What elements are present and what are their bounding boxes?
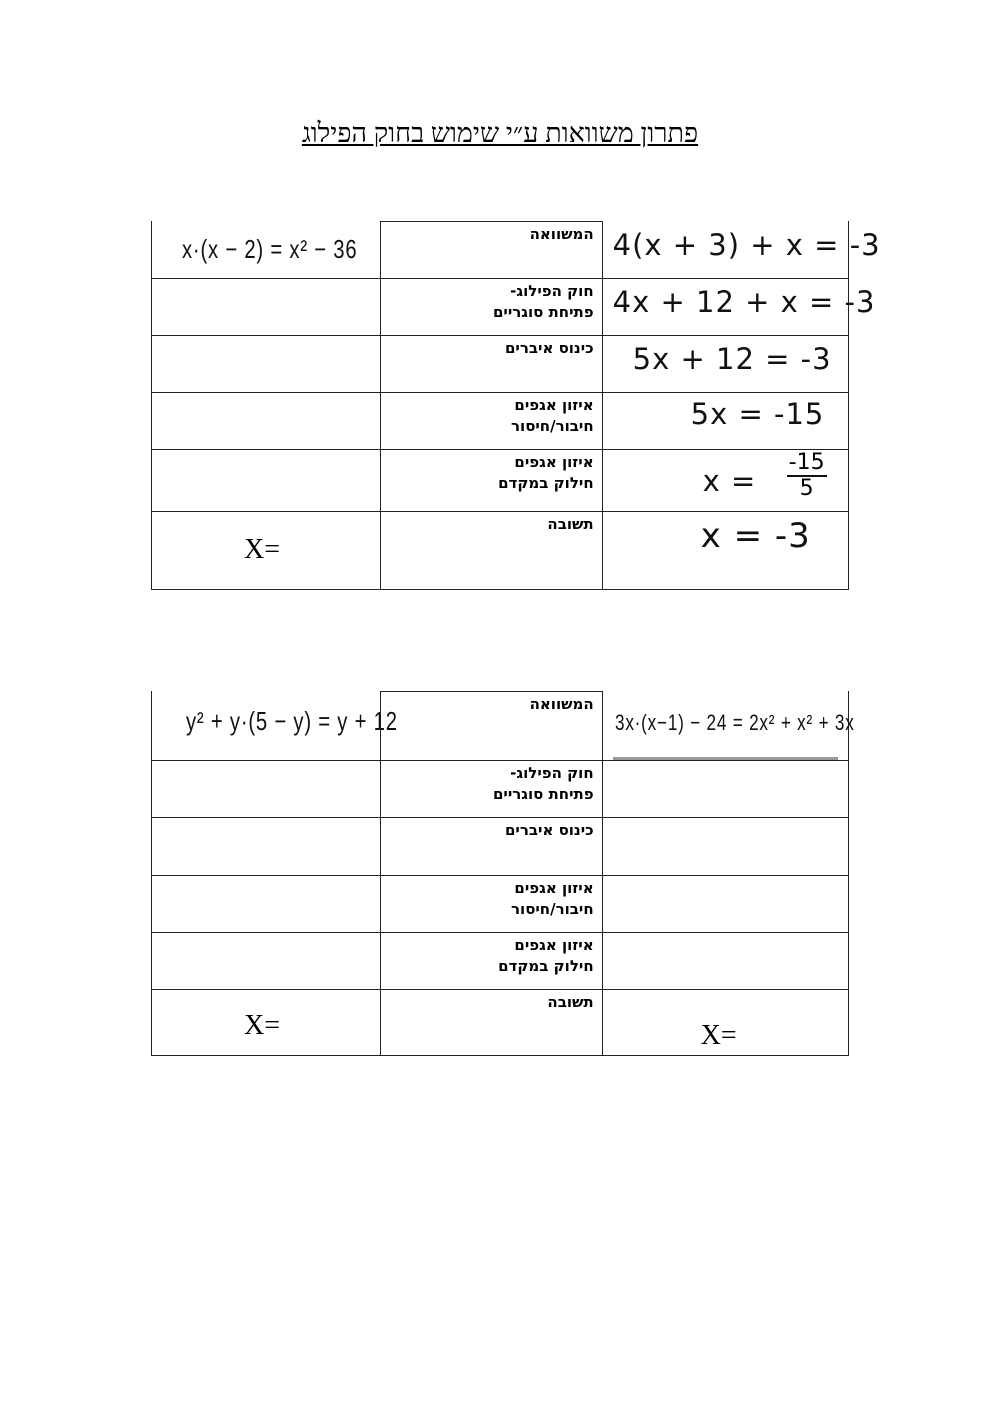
answer-input-cell[interactable] bbox=[602, 761, 848, 818]
label-distribute-1: חוק הפילוג- bbox=[510, 282, 594, 300]
label-balance-add-1: איזון אגפים bbox=[514, 879, 594, 897]
label-answer: תשובה bbox=[547, 515, 594, 533]
example-cell bbox=[602, 393, 848, 450]
answer-input-cell[interactable] bbox=[152, 876, 381, 933]
row-label-cell bbox=[381, 876, 602, 933]
row-label-cell bbox=[381, 933, 602, 990]
label-balance-add-1: איזון אגפים bbox=[514, 396, 594, 414]
table-row bbox=[152, 818, 849, 876]
exercise-equation: x·(x − 2) = x² − 36 bbox=[182, 234, 358, 264]
table-row bbox=[152, 336, 849, 393]
label-equation: המשוואה bbox=[529, 225, 594, 243]
answer-input-cell[interactable] bbox=[602, 818, 848, 876]
answer-input-cell[interactable] bbox=[152, 450, 381, 512]
table-row bbox=[152, 933, 849, 990]
fraction-numerator: -15 bbox=[788, 450, 825, 475]
exercise-equation: y² + y·(5 − y) = y + 12 bbox=[186, 706, 398, 736]
row-label-cell bbox=[381, 990, 602, 1056]
table-row bbox=[152, 876, 849, 933]
row-label-cell bbox=[381, 818, 602, 876]
fraction bbox=[787, 452, 827, 500]
row-label-cell bbox=[381, 336, 602, 393]
label-equation: המשוואה bbox=[529, 695, 594, 713]
example-cell bbox=[602, 222, 881, 279]
table-row bbox=[152, 393, 849, 450]
fraction-lhs: x = bbox=[702, 464, 757, 498]
table-row bbox=[152, 761, 849, 818]
example-equation: 3x·(x−1) − 24 = 2x² + x² + 3x bbox=[614, 710, 855, 735]
label-balance-add-2: חיבור/חיסור bbox=[511, 900, 594, 918]
example-cell bbox=[602, 692, 855, 761]
answer-input-cell[interactable] bbox=[152, 393, 381, 450]
row-label-cell bbox=[381, 393, 602, 450]
row-label-cell bbox=[381, 761, 602, 818]
table-row bbox=[152, 990, 849, 1056]
table-row bbox=[152, 279, 849, 336]
example-step: 4x + 12 + x = -3 bbox=[612, 285, 876, 319]
example-step: 5x = -15 bbox=[690, 397, 825, 431]
fraction-denominator: 5 bbox=[799, 476, 814, 501]
answer-input-cell[interactable] bbox=[152, 933, 381, 990]
answer-input-cell[interactable] bbox=[152, 818, 381, 876]
answer-prefix: X= bbox=[244, 534, 281, 565]
label-balance-div-1: איזון אגפים bbox=[514, 936, 594, 954]
example-answer: x = -3 bbox=[700, 516, 811, 556]
answer-prefix: X= bbox=[244, 1010, 281, 1041]
table-row bbox=[152, 450, 849, 512]
label-collect: כינוס איברים bbox=[504, 339, 594, 357]
label-distribute-1: חוק הפילוג- bbox=[510, 764, 594, 782]
label-balance-div-1: איזון אגפים bbox=[514, 453, 594, 471]
label-collect: כינוס איברים bbox=[504, 821, 594, 839]
example-cell bbox=[602, 512, 848, 590]
answer-input-cell[interactable] bbox=[152, 279, 381, 336]
page-title: פתרון משוואות ע״י שימוש בחוק הפילוג bbox=[301, 118, 699, 148]
label-distribute-2: פתיחת סוגריים bbox=[492, 303, 594, 321]
example-cell bbox=[602, 279, 876, 336]
exercise-equation-cell[interactable] bbox=[152, 692, 398, 761]
label-distribute-2: פתיחת סוגריים bbox=[492, 785, 594, 803]
answer-input-cell[interactable] bbox=[602, 876, 848, 933]
answer-input-cell[interactable] bbox=[152, 990, 381, 1056]
row-label-cell bbox=[381, 450, 602, 512]
example-cell bbox=[602, 336, 848, 393]
worksheet-table-2 bbox=[151, 691, 855, 1056]
example-step: 4(x + 3) + x = -3 bbox=[612, 228, 881, 262]
answer-input-cell[interactable] bbox=[602, 933, 848, 990]
row-label-cell bbox=[381, 222, 602, 279]
row-label-cell bbox=[381, 512, 602, 590]
answer-prefix: X= bbox=[700, 1020, 737, 1051]
row-label-cell bbox=[381, 279, 602, 336]
label-balance-add-2: חיבור/חיסור bbox=[511, 417, 594, 435]
answer-input-cell[interactable] bbox=[602, 990, 848, 1056]
answer-input-cell[interactable] bbox=[152, 512, 381, 590]
row-label-cell bbox=[381, 692, 602, 761]
example-step: 5x + 12 = -3 bbox=[632, 342, 832, 376]
label-balance-div-2: חילוק במקדם bbox=[498, 957, 594, 975]
worksheet-table-1 bbox=[151, 221, 881, 590]
exercise-equation-cell[interactable] bbox=[152, 222, 381, 279]
answer-input-cell[interactable] bbox=[152, 761, 381, 818]
table-row bbox=[152, 692, 849, 761]
table-row bbox=[152, 222, 849, 279]
answer-input-cell[interactable] bbox=[152, 336, 381, 393]
label-answer: תשובה bbox=[547, 993, 594, 1011]
example-cell bbox=[602, 450, 848, 512]
label-balance-div-2: חילוק במקדם bbox=[498, 474, 594, 492]
table-row bbox=[152, 512, 849, 590]
